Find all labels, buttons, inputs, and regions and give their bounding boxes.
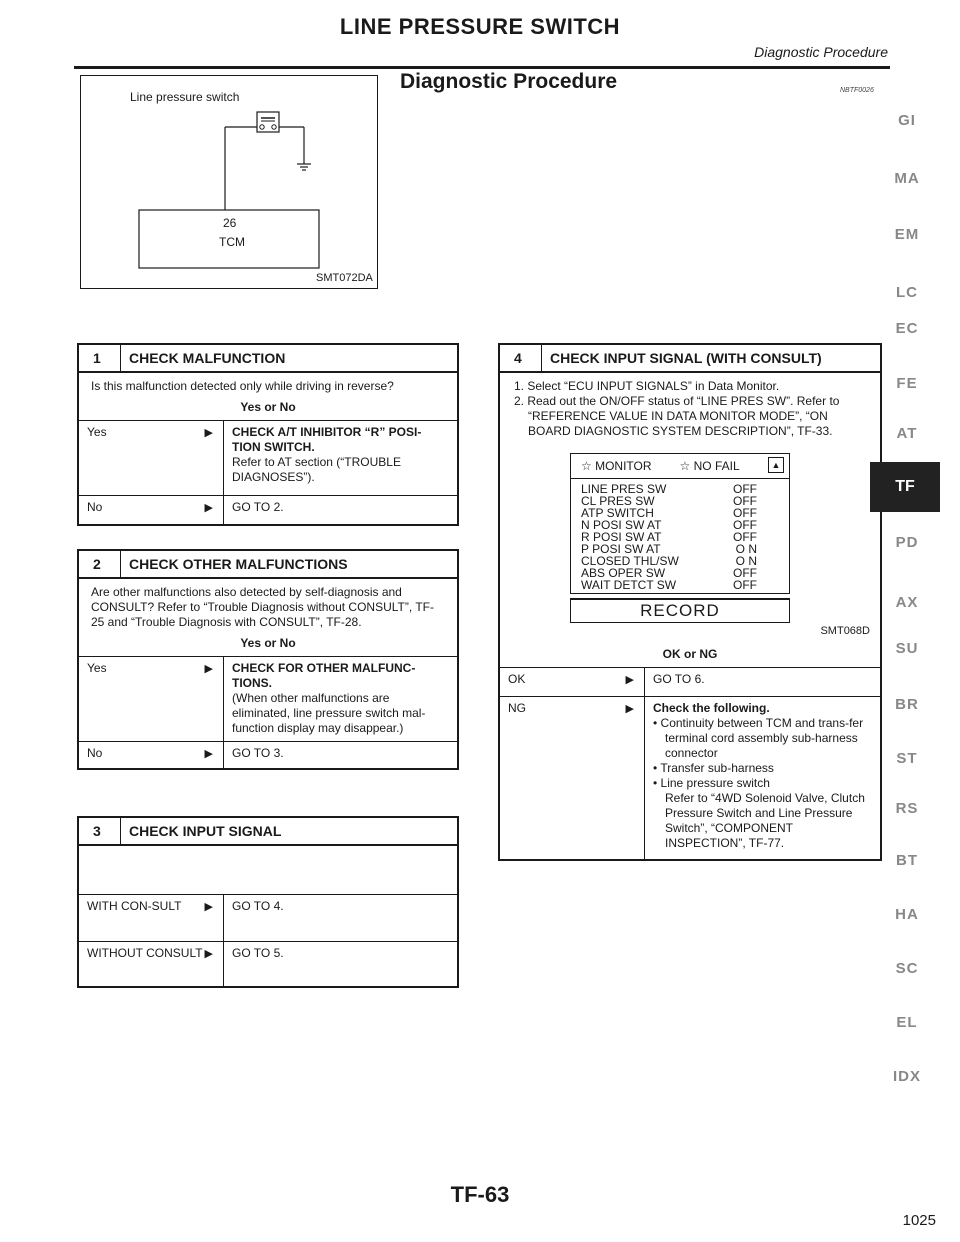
monitor-item-name: ATP SWITCH bbox=[581, 506, 654, 520]
result-label: No bbox=[87, 746, 103, 760]
check-item: • Line pressure switch bbox=[653, 776, 770, 790]
index-tab-bt[interactable]: BT bbox=[896, 852, 918, 869]
result-action-bold: CHECK A/T INHIBITOR “R” POSI-TION SWITCH. bbox=[232, 425, 422, 454]
step-title: CHECK MALFUNCTION bbox=[129, 350, 286, 366]
step-blank-area bbox=[79, 846, 457, 894]
step-4-header bbox=[500, 345, 880, 373]
monitor-item-name: CLOSED THL/SW bbox=[581, 554, 679, 568]
monitor-item-value: O N bbox=[735, 554, 757, 568]
monitor-item-value: OFF bbox=[733, 482, 757, 496]
instruction-item: 2. Read out the ON/OFF status of “LINE PRES SW”. Refer to “REFERENCE VALUE IN DATA MONITOR MODE”, “ON BOARD DIAGNOSTIC SYSTEM DESCRIPTION”, TF-33. bbox=[514, 394, 840, 438]
check-item: • Transfer sub-harness bbox=[653, 761, 774, 775]
result-action: Refer to AT section (“TROUBLE DIAGNOSES”). bbox=[232, 455, 401, 484]
index-tab-pd[interactable]: PD bbox=[895, 534, 919, 551]
step-answer-options: Yes or No bbox=[240, 400, 296, 414]
index-tab-ec[interactable]: EC bbox=[895, 320, 919, 337]
result-action: GO TO 4. bbox=[232, 899, 284, 913]
monitor-frame bbox=[570, 453, 790, 594]
index-tab-su[interactable]: SU bbox=[895, 640, 919, 657]
switch-label: Line pressure switch bbox=[130, 90, 240, 104]
result-row-no bbox=[79, 741, 457, 768]
page-number: TF-63 bbox=[450, 1182, 510, 1207]
result-row-with-consult bbox=[79, 894, 457, 941]
index-tab-tf-active[interactable]: TF bbox=[870, 462, 940, 512]
monitor-item-value: OFF bbox=[733, 518, 757, 532]
index-tab-lc[interactable]: LC bbox=[896, 284, 918, 301]
monitor-item-value: OFF bbox=[733, 530, 757, 544]
monitor-item-name: CL PRES SW bbox=[581, 494, 655, 508]
monitor-row bbox=[581, 579, 779, 591]
step-question: Is this malfunction detected only while driving in reverse? bbox=[91, 379, 394, 393]
arrow-icon: ▶ bbox=[204, 502, 213, 514]
tcm-pin-number: 26 bbox=[223, 216, 237, 230]
result-label: No bbox=[87, 500, 103, 514]
sheet-number: 1025 bbox=[902, 1212, 936, 1229]
step-title: CHECK OTHER MALFUNCTIONS bbox=[129, 556, 348, 572]
index-tab-ha[interactable]: HA bbox=[895, 906, 919, 923]
monitor-head-left: ☆ MONITOR bbox=[581, 459, 652, 473]
step-1-box bbox=[77, 343, 459, 526]
step-2-header bbox=[79, 551, 457, 579]
monitor-item-name: ABS OPER SW bbox=[581, 566, 666, 580]
monitor-head-right: ☆ NO FAIL bbox=[679, 459, 740, 473]
page-title: LINE PRESSURE SWITCH bbox=[339, 14, 621, 39]
step-question: Are other malfunctions also detected by self-diagnosis and CONSULT? Refer to “Trouble Diagnosis without CONSULT”, TF-25 and “Trouble Diagnosis with CONSULT”, TF-28. bbox=[91, 585, 434, 629]
arrow-icon: ▶ bbox=[204, 901, 213, 913]
step-title: CHECK INPUT SIGNAL bbox=[129, 823, 282, 839]
index-tab-br[interactable]: BR bbox=[895, 696, 919, 713]
arrow-icon: ▶ bbox=[204, 948, 213, 960]
result-label: Yes bbox=[87, 661, 107, 675]
index-tab-sc[interactable]: SC bbox=[895, 960, 919, 977]
result-label: WITH CON-SULT bbox=[87, 899, 182, 913]
arrow-icon: ▶ bbox=[204, 663, 213, 675]
step-answer-options: Yes or No bbox=[240, 636, 296, 650]
step-number: 2 bbox=[79, 551, 121, 577]
result-action-bold: CHECK FOR OTHER MALFUNC-TIONS. bbox=[232, 661, 416, 690]
result-action: GO TO 6. bbox=[653, 672, 705, 686]
index-tab-at[interactable]: AT bbox=[896, 425, 918, 442]
result-label: WITHOUT CONSULT bbox=[87, 946, 203, 960]
monitor-item-value: OFF bbox=[733, 566, 757, 580]
check-item: • Continuity between TCM and trans-fer terminal cord assembly sub-harness connector bbox=[653, 716, 864, 760]
monitor-item-name: P POSI SW AT bbox=[581, 542, 661, 556]
index-tab-ax[interactable]: AX bbox=[895, 594, 919, 611]
monitor-item-value: OFF bbox=[733, 506, 757, 520]
result-row-without-consult bbox=[79, 941, 457, 986]
index-tab-gi[interactable]: GI bbox=[898, 112, 916, 129]
result-action: GO TO 5. bbox=[232, 946, 284, 960]
monitor-item-value: OFF bbox=[733, 578, 757, 592]
result-row-ng bbox=[500, 696, 880, 859]
monitor-item-name: R POSI SW AT bbox=[581, 530, 662, 544]
arrow-icon: ▶ bbox=[625, 703, 634, 715]
monitor-rows bbox=[571, 479, 789, 593]
arrow-icon: ▶ bbox=[625, 674, 634, 686]
step-number: 4 bbox=[500, 345, 542, 371]
index-tab-rs[interactable]: RS bbox=[895, 800, 919, 817]
wiring-diagram-drawing bbox=[81, 76, 377, 288]
index-tab-st[interactable]: ST bbox=[896, 750, 918, 767]
result-label: Yes bbox=[87, 425, 107, 439]
step-answer-options: OK or NG bbox=[662, 647, 718, 661]
reference-code: NBTF0026 bbox=[840, 87, 874, 94]
arrow-icon: ▶ bbox=[204, 427, 213, 439]
header-rule bbox=[74, 66, 890, 69]
step-2-box bbox=[77, 549, 459, 770]
figure-code: SMT068D bbox=[820, 625, 870, 637]
wiring-diagram bbox=[80, 75, 378, 289]
tcm-label: TCM bbox=[219, 235, 245, 249]
step-number: 1 bbox=[79, 345, 121, 371]
record-button: RECORD bbox=[570, 598, 790, 623]
result-label: NG bbox=[508, 701, 526, 715]
result-action-bold: Check the following. bbox=[653, 701, 770, 715]
result-row-yes bbox=[79, 656, 457, 741]
result-action: Refer to “4WD Solenoid Valve, Clutch Pressure Switch and Line Pressure Switch”, “COMPONENT INSPECTION”, TF-77. bbox=[665, 791, 865, 850]
step-number: 3 bbox=[79, 818, 121, 844]
index-tab-em[interactable]: EM bbox=[894, 226, 920, 243]
instruction-item: 1. Select “ECU INPUT SIGNALS” in Data Monitor. bbox=[514, 379, 780, 393]
monitor-item-name: WAIT DETCT SW bbox=[581, 578, 677, 592]
step-3-box bbox=[77, 816, 459, 988]
monitor-item-name: N POSI SW AT bbox=[581, 518, 662, 532]
section-heading: Diagnostic Procedure bbox=[400, 70, 618, 93]
result-action: GO TO 3. bbox=[232, 746, 284, 760]
index-tab-idx[interactable]: IDX bbox=[892, 1068, 921, 1085]
step-1-header bbox=[79, 345, 457, 373]
index-tab-fe[interactable]: FE bbox=[896, 375, 918, 392]
diagram-code: SMT072DA bbox=[316, 272, 373, 284]
step-title: CHECK INPUT SIGNAL (WITH CONSULT) bbox=[550, 350, 822, 366]
header-section-label: Diagnostic Procedure bbox=[754, 44, 888, 60]
result-row-ok bbox=[500, 667, 880, 696]
result-action: (When other malfunctions are eliminated, line pressure switch mal-function display may disappear.) bbox=[232, 691, 426, 735]
instruction-list bbox=[500, 373, 880, 439]
scroll-up-icon: ▲ bbox=[768, 457, 784, 473]
result-label: OK bbox=[508, 672, 526, 686]
index-tab-ma[interactable]: MA bbox=[894, 170, 920, 187]
result-action: GO TO 2. bbox=[232, 500, 284, 514]
consult-monitor-screen bbox=[570, 453, 790, 623]
monitor-header bbox=[571, 454, 789, 479]
result-row-yes bbox=[79, 420, 457, 495]
monitor-item-value: OFF bbox=[733, 494, 757, 508]
monitor-item-name: LINE PRES SW bbox=[581, 482, 667, 496]
monitor-item-value: O N bbox=[735, 542, 757, 556]
step-3-header bbox=[79, 818, 457, 846]
index-tab-el[interactable]: EL bbox=[896, 1014, 918, 1031]
step-4-box bbox=[498, 343, 882, 861]
arrow-icon: ▶ bbox=[204, 748, 213, 760]
result-row-no bbox=[79, 495, 457, 524]
